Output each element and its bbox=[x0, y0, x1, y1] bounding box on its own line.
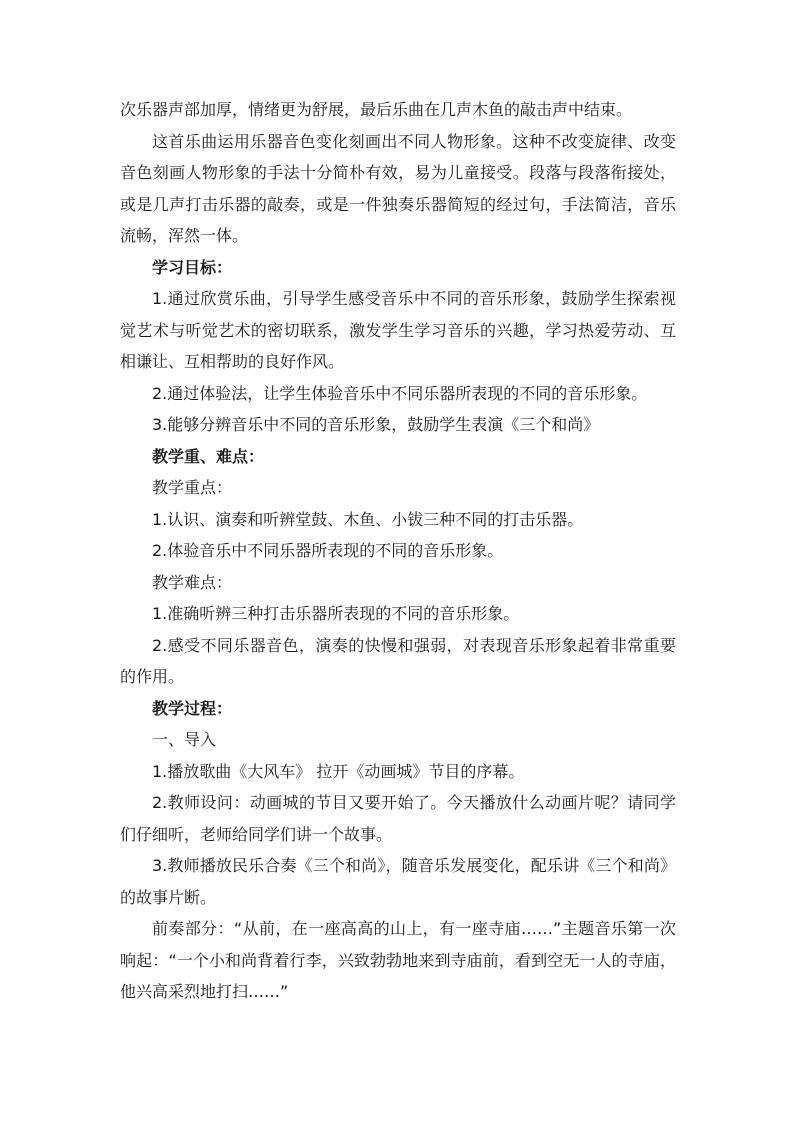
paragraph-2: 这首乐曲运用乐器音色变化刻画出不同人物形象。这种不改变旋律、改变音色刻画人物形象的手法十分简朴有效，易为儿童接受。段落与段落衔接处，或是几声打击乐器的敲奏，或是一件独奏乐器简短的经过句，手法简洁，音乐流畅，浑然一体。 bbox=[120, 131, 676, 245]
difficulty-2: 2.感受不同乐器音色，演奏的快慢和强弱，对表现音乐形象起着非常重要的作用。 bbox=[120, 635, 676, 686]
section-heading-key-points: 教学重、难点： bbox=[152, 446, 265, 466]
goal-item-1: 1.通过欣赏乐曲，引导学生感受音乐中不同的音乐形象，鼓励学生探索视觉艺术与听觉艺术的密切联系，激发学生学习音乐的兴趣，学习热爱劳动、互相谦让、互相帮助的良好作风。 bbox=[120, 289, 676, 371]
difficulty-1: 1.准确听辨三种打击乐器所表现的不同的音乐形象。 bbox=[152, 604, 520, 623]
paragraph-1: 次乐器声部加厚，情绪更为舒展，最后乐曲在几声木鱼的敲击声中结束。 bbox=[120, 100, 633, 119]
goal-item-3: 3.能够分辨音乐中不同的音乐形象，鼓励学生表演《三个和尚》 bbox=[152, 415, 600, 434]
process-prelude: 前奏部分：“从前，在一座高高的山上，有一座寺庙……”主题音乐第一次响起：“一个小和尚背着行李，兴致勃勃地来到寺庙前，看到空无一人的寺庙，他兴高采烈地打扫……” bbox=[120, 919, 676, 1001]
section-heading-process: 教学过程： bbox=[152, 698, 233, 718]
key-point-2: 2.体验音乐中不同乐器所表现的不同的音乐形象。 bbox=[152, 541, 504, 560]
goal-item-2: 2.通过体验法，让学生体验音乐中不同乐器所表现的不同的音乐形象。 bbox=[152, 383, 648, 403]
subheading-key-points: 教学重点： bbox=[152, 478, 233, 497]
process-item-1: 1.播放歌曲《大风车》 拉开《动画城》节目的序幕。 bbox=[152, 761, 525, 781]
process-item-3: 3.教师播放民乐合奏《三个和尚》，随音乐发展变化，配乐讲《三个和尚》的故事片断。 bbox=[120, 856, 676, 907]
process-item-2: 2.教师设问：动画城的节目又要开始了。今天播放什么动画片呢？请同学们仔细听，老师给同学们讲一个故事。 bbox=[120, 793, 676, 844]
document-body bbox=[120, 94, 676, 1008]
subheading-difficulties: 教学难点： bbox=[152, 572, 233, 592]
key-point-1: 1.认识、演奏和听辨堂鼓、木鱼、小钹三种不同的打击乐器。 bbox=[152, 509, 584, 529]
section-heading-goals: 学习目标： bbox=[152, 257, 233, 277]
process-step-intro: 一、导入 bbox=[152, 730, 217, 749]
